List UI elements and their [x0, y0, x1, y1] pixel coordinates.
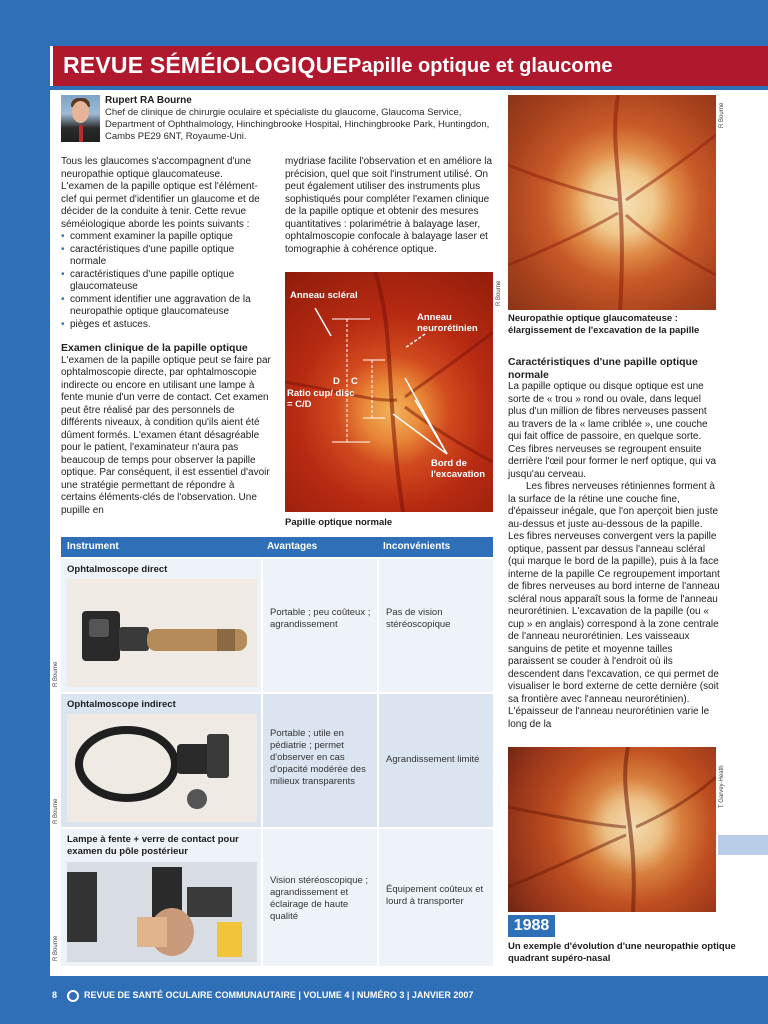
disadvantages-cell: Équipement coûteux et lourd à transporter — [386, 884, 484, 907]
list-item: • caractéristiques d'une papille optique normale — [61, 243, 235, 267]
footer-journal-info: REVUE DE SANTÉ OCULAIRE COMMUNAUTAIRE | VOLUME 4 | NUMÉRO 3 | JANVIER 2007 — [84, 990, 474, 1000]
list-item: • pièges et astuces. — [61, 318, 151, 330]
characteristics-paragraph-1: La papille optique ou disque optique est une sorte de « trou » rond ou ovale, dans lequel plus d'un million de fibres nerveuses passent au travers de la « lame criblée », une couche qui fait office de passoire, en quelque sorte. Ces fibres nerveuses se regroupent ensuite derrière l'œil pour former le nerf optique, qui va jusqu'au cerveau. — [508, 381, 717, 480]
exam-heading: Examen clinique de la papille optique — [61, 342, 248, 354]
figure-top-caption: Neuropathie optique glaucomateuse : élargissement de l'excavation de la papille — [508, 313, 700, 336]
advantages-cell: Portable ; peu coûteux ; agrandissement — [270, 607, 371, 630]
page-number: 8 — [52, 990, 58, 1000]
intro-paragraph-2: L'examen de la papille optique est l'élément-clef qui permet d'identifier un glaucome et de décider de la conduite à tenir. Cette revue séméiologique aborde les points suivants : — [61, 181, 260, 230]
table-row — [61, 829, 493, 966]
table-header — [61, 537, 493, 557]
list-item: • comment examiner la papille optique — [61, 231, 233, 242]
exam-paragraph-continued: mydriase facilite l'observation et en améliore la précision, quel que soit l'instrument utilisé. On peut également utiliser des instruments plus sophistiqués pour compléter l'examen clinique de la papille optique et obtenir des mesures quantitatives : polarimétrie à balayage laser, ophtalmoscopie confocale à balayage laser et tomographie à cohérence optique. — [285, 156, 493, 255]
column-right — [508, 356, 720, 731]
photo-credit: R Bourne — [53, 661, 59, 687]
label-scleral-ring: Anneau scléral — [290, 290, 358, 301]
label-neuroretinal-rim: Anneau neurorétinien — [417, 312, 478, 334]
label-d: D — [333, 376, 340, 387]
photo-credit: T Garvey-Heath — [719, 765, 725, 808]
normal-optic-disc-figure — [285, 272, 493, 512]
advantages-cell: Vision stéréoscopique ; agrandissement et éclairage de haute qualité — [270, 875, 369, 922]
disadvantages-cell: Agrandissement limité — [386, 754, 480, 765]
exam-paragraph: L'examen de la papille optique peut se faire par ophtalmoscopie directe, par ophtalmoscopie indirecte ou encore en utilisant une lampe à fente munie d'un verre de contact. Cet examen peut être réalisé par des personnels de différents niveaux, à condition qu'ils aient été dûment formés. L'examen étant désagréable pour le patient, l'examinateur n'aura pas beaucoup de temps pour observer la papille optique. Par conséquent, il est essentiel d'avoir une stratégie permettant de répondre à certains éléments-clés de l'observation. Une pupille en — [61, 354, 271, 516]
column-middle — [285, 156, 495, 256]
side-tab — [718, 835, 768, 855]
glaucomatous-disc-figure — [508, 95, 716, 310]
section-title: REVUE SÉMÉIOLOGIQUE — [63, 52, 348, 78]
column-header: Instrument — [67, 541, 119, 552]
photo-credit: R Bourne — [496, 280, 502, 306]
column-header: Inconvénients — [383, 541, 451, 552]
instrument-table — [53, 537, 493, 966]
photo-credit: R Bourne — [53, 798, 59, 824]
characteristics-paragraph-2: Les fibres nerveuses rétiniennes forment à la surface de la rétine une couche fine, d'épaisseur inégale, que l'on aperçoit bien juste au-dessus et juste au-dessous de la papille. Les fibres nerveuses convergent vers la papille optique, passent par dessus l'anneau scléral (qui marque le bord de la papille), puis à la face interne de la papille Ce regroupement important de fibres nerveuses au bord interne de l'anneau scléral nous apparaît sous la forme de l'anneau neurorétinien. L'excavation de la papille (ou « cup » en anglais) correspond à la zone centrale de l'anneau neurorétinien. Les vaisseaux sanguins de petite et moyenne tailles paraissent se couder à l'endroit où ils descendent dans l'excavation, ce qui permet de visualiser le bord externe de cette dernière (soit sa frontière avec l'anneau neurorétinien). L'épaisseur de l'anneau neurorétinien varie le long de la — [508, 481, 720, 730]
table-row — [61, 559, 493, 692]
label-c: C — [351, 376, 358, 387]
disadvantages-cell: Pas de vision stéréoscopique — [386, 607, 451, 630]
advantages-cell: Portable ; utile en pédiatrie ; permet d'observer en cas d'opacité modérée des milieux transparents — [270, 728, 366, 787]
disc-progression-figure — [508, 747, 716, 912]
instrument-name: Lampe à fente + verre de contact pour examen du pôle postérieur — [67, 834, 239, 857]
photo-credit: R Bourne — [719, 102, 725, 128]
figure-normal-caption: Papille optique normale — [285, 517, 393, 528]
column-left — [61, 156, 271, 517]
table-row — [61, 694, 493, 827]
label-cup-edge: Bord de l'excavation — [431, 458, 486, 480]
author-name: Rupert RA Bourne — [105, 95, 192, 106]
journal-logo-icon — [67, 990, 79, 1002]
instrument-name: Ophtalmoscope direct — [67, 564, 168, 575]
column-header: Avantages — [267, 541, 318, 552]
intro-paragraph-1: Tous les glaucomes s'accompagnent d'une neuropathie optique glaucomateuse. — [61, 156, 252, 180]
article-title: Papille optique et glaucome — [348, 55, 613, 77]
characteristics-heading: Caractéristiques d'une papille optique normale — [508, 356, 698, 381]
instrument-name: Ophtalmoscope indirect — [67, 699, 176, 710]
intro-bullet-list — [61, 231, 271, 331]
direct-ophthalmoscope-photo — [67, 579, 257, 687]
author-avatar — [61, 95, 100, 142]
author-bio: Chef de clinique de chirurgie oculaire et spécialiste du glaucome, Glaucoma Service, Department of Ophthalmology, Hinchingbrooke Hospital, Hinchingbrooke Park, Huntingdon, Cambs PE29 6NT, Royaume-Uni. — [105, 107, 490, 142]
photo-credit: R Bourne — [53, 935, 59, 961]
list-item: • comment identifier une aggravation de la neuropathie optique glaucomateuse — [61, 293, 251, 317]
figure-bottom-caption: Un exemple d'évolution d'une neuropathie optique quadrant supéro-nasal — [508, 941, 736, 964]
indirect-ophthalmoscope-photo — [67, 714, 257, 822]
list-item: • caractéristiques d'une papille optique glaucomateuse — [61, 268, 235, 292]
year-badge: 1988 — [508, 915, 555, 937]
slit-lamp-photo — [67, 862, 257, 962]
title-bar — [50, 46, 768, 86]
label-cup-disc-ratio: Ratio cup/ disc = C/D — [287, 388, 355, 410]
